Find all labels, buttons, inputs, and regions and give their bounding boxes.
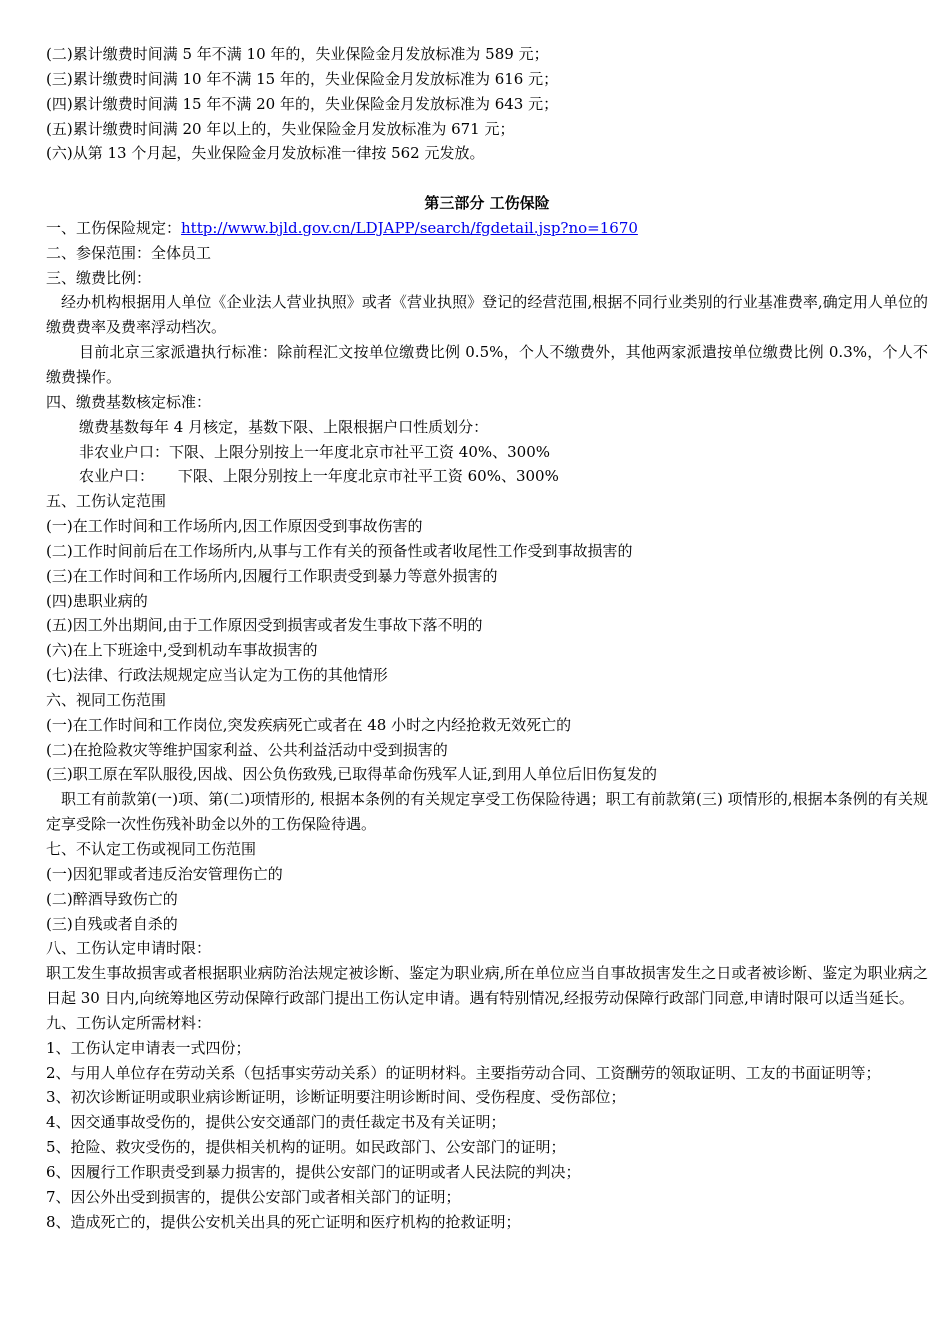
item9-entry: 8、造成死亡的，提供公安机关出具的死亡证明和医疗机构的抢救证明； — [46, 1212, 521, 1231]
item5-line: (七)法律、行政法规规定应当认定为工伤的其他情形 — [46, 666, 388, 685]
item4-line: 非农业户口：下限、上限分别按上一年度北京市社平工资 40%、300% — [79, 442, 550, 461]
item6-line: (三)职工原在军队服役,因战、因公负伤致残,已取得革命伤残军人证,到用人单位后旧伤复发的 — [46, 765, 658, 784]
item8-para: 职工发生事故损害或者根据职业病防治法规定被诊断、鉴定为职业病,所在单位应当自事故损害发生之日或者被诊断、鉴定为职业病之日起 30 日内,向统筹地区劳动保障行政部门提出工伤认定申请。遇有特别情况,经报劳动保障行政部门同意,申请时限可以适当延长。 — [46, 964, 928, 1008]
item6-para: 职工有前款第(一)项、第(二)项情形的, 根据本条例的有关规定享受工伤保险待遇；职工有前款第(三) 项情形的,根据本条例的有关规定享受除一次性伤残补助金以外的工伤保险待遇。 — [46, 790, 928, 834]
text-line: (六)从第 13 个月起，失业保险金月发放标准一律按 562 元发放。 — [46, 144, 485, 163]
item9-entry: 5、抢险、救灾受伤的，提供相关机构的证明。如民政部门、公安部门的证明； — [46, 1138, 566, 1157]
item6-line: (一)在工作时间和工作岗位,突发疾病死亡或者在 48 小时之内经抢救无效死亡的 — [46, 715, 572, 734]
item5-heading: 五、工伤认定范围 — [46, 492, 167, 511]
text-line: (四)累计缴费时间满 15 年不满 20 年的，失业保险金月发放标准为 643 元； — [46, 94, 559, 113]
item4-line: 农业户口： 下限、上限分别按上一年度北京市社平工资 60%、300% — [79, 467, 559, 486]
item3-heading: 三、缴费比例： — [46, 268, 152, 287]
item7-heading: 七、不认定工伤或视同工伤范围 — [46, 840, 257, 858]
item5-line: (六)在上下班途中,受到机动车事故损害的 — [46, 641, 318, 660]
item7-line: (一)因犯罪或者违反治安管理伤亡的 — [46, 864, 283, 883]
item3-para2: 目前北京三家派遣执行标准：除前程汇文按单位缴费比例 0.5%，个人不缴费外，其他两家派遣按单位缴费比例 0.3%，个人不缴费操作。 — [46, 343, 928, 386]
item9-entry: 2、与用人单位存在劳动关系（包括事实劳动关系）的证明材料。主要指劳动合同、工资酬劳的领取证明、工友的书面证明等； — [46, 1063, 881, 1082]
item9-entry: 7、因公外出受到损害的，提供公安部门或者相关部门的证明； — [46, 1187, 461, 1206]
item1-line — [46, 216, 928, 241]
item9-heading: 九、工伤认定所需材料： — [46, 1013, 212, 1032]
item1-label: 一、工伤保险规定： — [46, 218, 182, 237]
item4-heading: 四、缴费基数核定标准： — [46, 392, 212, 411]
item9-entry: 1、工伤认定申请表一式四份； — [46, 1038, 251, 1057]
item9-entry: 3、初次诊断证明或职业病诊断证明，诊断证明要注明诊断时间、受伤程度、受伤部位； — [46, 1088, 626, 1107]
item5-line: (一)在工作时间和工作场所内,因工作原因受到事故伤害的 — [46, 517, 423, 536]
item5-line: (三)在工作时间和工作场所内,因履行工作职责受到暴力等意外损害的 — [46, 566, 498, 585]
regulation-link[interactable]: http://www.bjld.gov.cn/LDJAPP/search/fgdetail.jsp?no=1670 — [181, 218, 638, 237]
item5-line: (二)工作时间前后在工作场所内,从事与工作有关的预备性或者收尾性工作受到事故损害的 — [46, 541, 633, 560]
item7-line: (二)醉酒导致伤亡的 — [46, 889, 178, 908]
section-title: 第三部分 工伤保险 — [424, 194, 550, 213]
blank-line — [46, 166, 928, 191]
text-line: (二)累计缴费时间满 5 年不满 10 年的，失业保险金月发放标准为 589 元； — [46, 45, 549, 63]
item7-line: (三)自残或者自杀的 — [46, 914, 178, 933]
text-line: (五)累计缴费时间满 20 年以上的，失业保险金月发放标准为 671 元； — [46, 119, 515, 138]
item5-line: (四)患职业病的 — [46, 591, 148, 610]
item2-line: 二、参保范围：全体员工 — [46, 243, 212, 262]
item5-line: (五)因工外出期间,由于工作原因受到损害或者发生事故下落不明的 — [46, 616, 483, 635]
item6-line: (二)在抢险救灾等维护国家利益、公共利益活动中受到损害的 — [46, 740, 448, 759]
text-line: (三)累计缴费时间满 10 年不满 15 年的，失业保险金月发放标准为 616 元； — [46, 69, 559, 88]
document-page — [46, 42, 928, 1235]
item6-heading: 六、视同工伤范围 — [46, 690, 167, 709]
item3-para1: 经办机构根据用人单位《企业法人营业执照》或者《营业执照》登记的经营范围,根据不同行业类别的行业基准费率,确定用人单位的缴费费率及费率浮动档次。 — [46, 293, 928, 337]
item9-entry: 4、因交通事故受伤的，提供公安交通部门的责任裁定书及有关证明； — [46, 1113, 506, 1132]
item8-heading: 八、工伤认定申请时限： — [46, 939, 212, 958]
item9-entry: 6、因履行工作职责受到暴力损害的，提供公安部门的证明或者人民法院的判决； — [46, 1162, 581, 1181]
item4-line: 缴费基数每年 4 月核定，基数下限、上限根据户口性质划分： — [79, 417, 489, 436]
